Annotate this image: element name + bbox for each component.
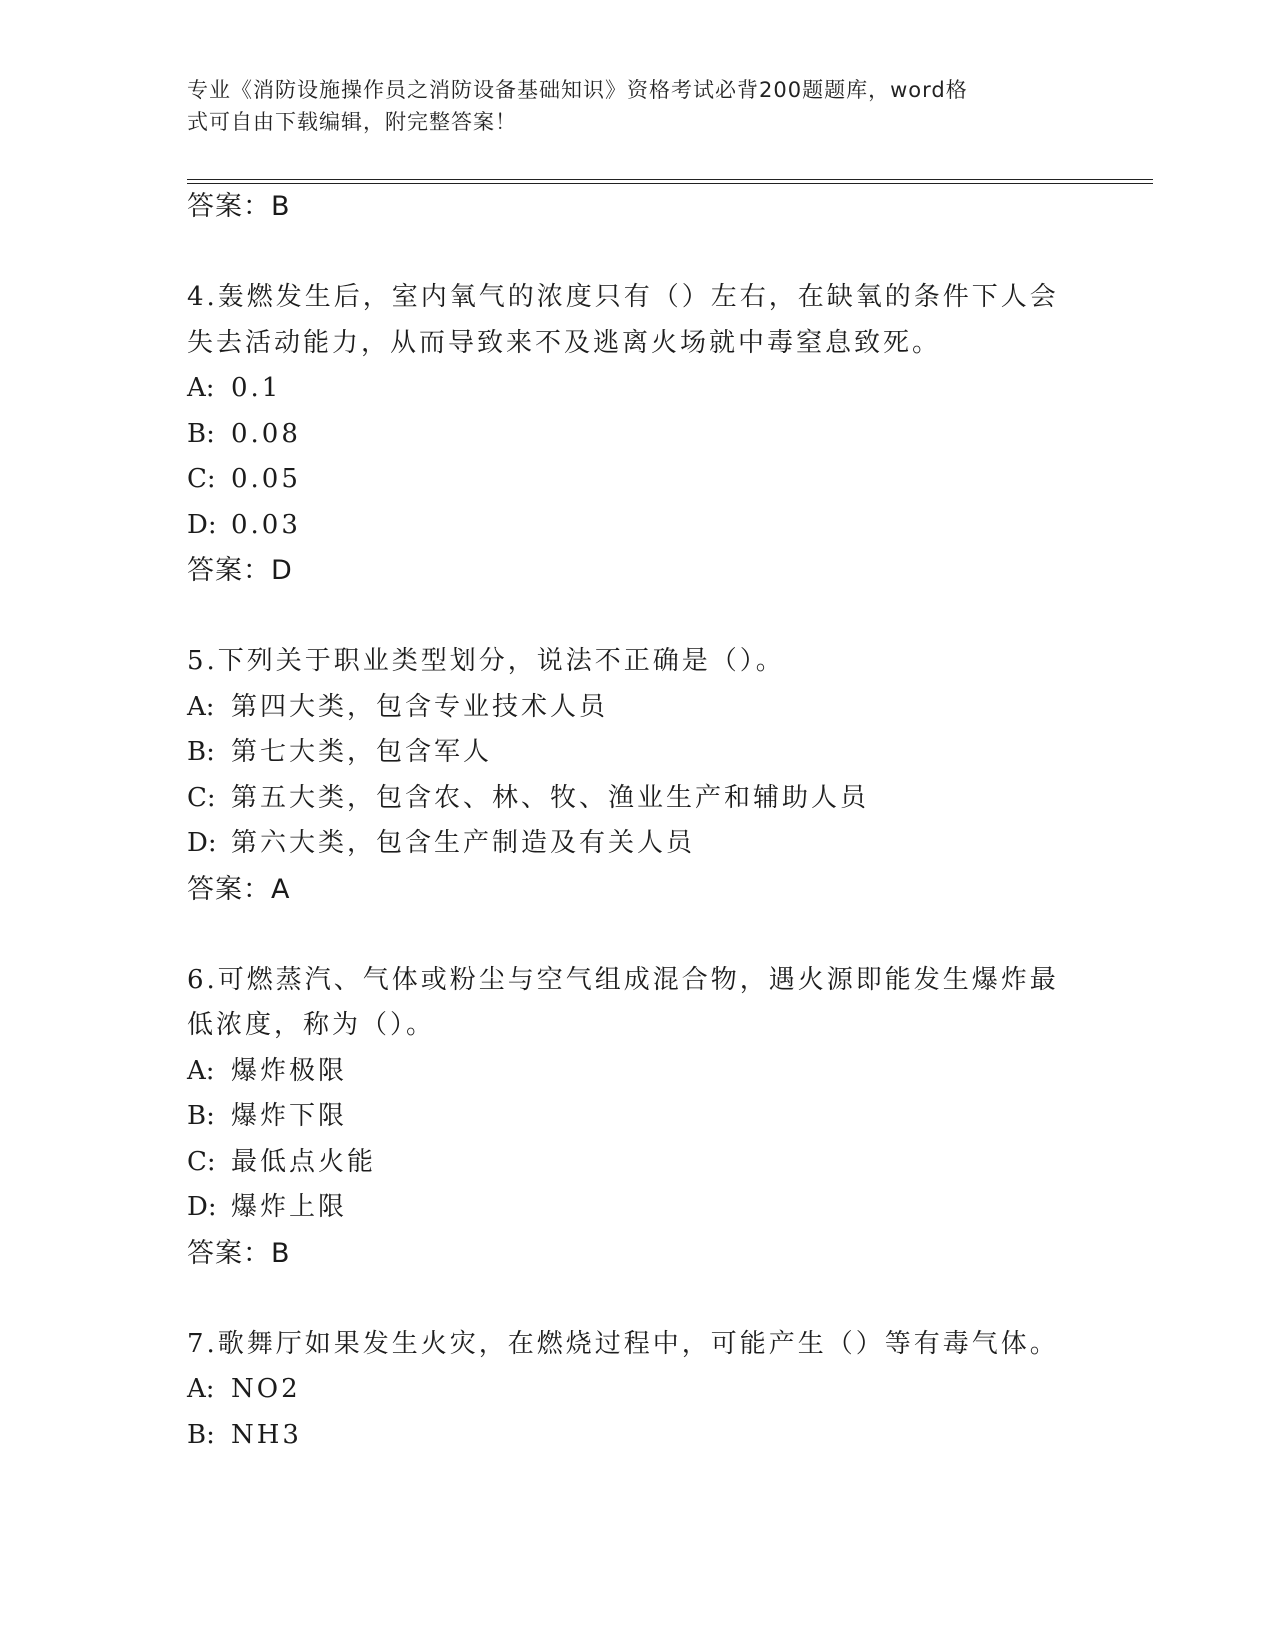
header-line-1: 专业《消防设施操作员之消防设备基础知识》资格考试必背200题题库，word格: [187, 78, 968, 102]
option-label: D:: [187, 509, 217, 540]
question-4: [187, 275, 1087, 593]
option-label: A:: [187, 691, 215, 722]
option-d: [187, 503, 1087, 549]
option-label: D:: [187, 1192, 217, 1222]
option-a: [187, 1367, 1087, 1413]
option-label: A:: [187, 1374, 215, 1404]
option-text: 第七大类，包含军人: [231, 737, 493, 767]
option-b: [187, 1094, 1087, 1140]
header-line-2: 式可自由下载编辑，附完整答案！: [187, 110, 517, 134]
question-text-line: 低浓度，称为（）。: [187, 1010, 436, 1040]
option-label: B:: [187, 418, 215, 449]
option-d: [187, 1185, 1087, 1231]
option-text: NO2: [231, 1374, 301, 1404]
option-label: A:: [187, 373, 215, 403]
option-label: A:: [187, 1055, 215, 1086]
option-label: B:: [187, 1101, 215, 1131]
option-text: 0.03: [231, 509, 301, 540]
question-text-line: 5.下列关于职业类型划分，说法不正确是（）。: [187, 646, 785, 676]
header-rule-top: [187, 179, 1153, 180]
option-a: [187, 366, 1087, 412]
answer: 答案：A: [187, 873, 291, 905]
option-label: B:: [187, 1419, 215, 1450]
option-label: C:: [187, 782, 216, 813]
question-6: [187, 958, 1087, 1276]
option-text: NH3: [231, 1419, 302, 1450]
question-text-line: 7.歌舞厅如果发生火灾，在燃烧过程中，可能产生（）等有毒气体。: [187, 1328, 1059, 1359]
option-c: [187, 1140, 1087, 1186]
option-b: [187, 730, 1087, 776]
option-label: D:: [187, 828, 217, 858]
option-text: 爆炸极限: [231, 1055, 348, 1086]
question-7: [187, 1322, 1087, 1459]
previous-answer: 答案：B: [187, 191, 291, 222]
option-label: C:: [187, 464, 216, 494]
option-a: [187, 1049, 1087, 1095]
option-c: [187, 776, 1087, 822]
option-text: 第五大类，包含农、林、牧、渔业生产和辅助人员: [231, 782, 870, 813]
option-text: 最低点火能: [231, 1146, 377, 1177]
option-b: [187, 1413, 1087, 1459]
answer: 答案：B: [187, 1237, 291, 1269]
option-text: 爆炸下限: [231, 1101, 348, 1131]
option-b: [187, 412, 1087, 458]
question-text-line: 4.轰燃发生后，室内氧气的浓度只有（）左右，在缺氧的条件下人会: [187, 282, 1059, 312]
question-list: [187, 184, 1087, 1458]
question-5: [187, 639, 1087, 912]
option-a: [187, 685, 1087, 731]
option-text: 第四大类，包含专业技术人员: [231, 691, 609, 722]
option-text: 第六大类，包含生产制造及有关人员: [231, 828, 696, 858]
option-text: 0.05: [231, 464, 301, 494]
question-text-line: 6.可燃蒸汽、气体或粉尘与空气组成混合物，遇火源即能发生爆炸最: [187, 964, 1059, 995]
question-text-line: 失去活动能力，从而导致来不及逃离火场就中毒窒息致死。: [187, 327, 942, 358]
document-header: [187, 74, 1067, 138]
option-label: C:: [187, 1146, 216, 1177]
option-c: [187, 457, 1087, 503]
answer: 答案：D: [187, 555, 293, 586]
option-text: 0.1: [231, 373, 282, 403]
option-text: 0.08: [231, 418, 301, 449]
option-text: 爆炸上限: [231, 1192, 348, 1222]
option-label: B:: [187, 737, 215, 767]
option-d: [187, 821, 1087, 867]
